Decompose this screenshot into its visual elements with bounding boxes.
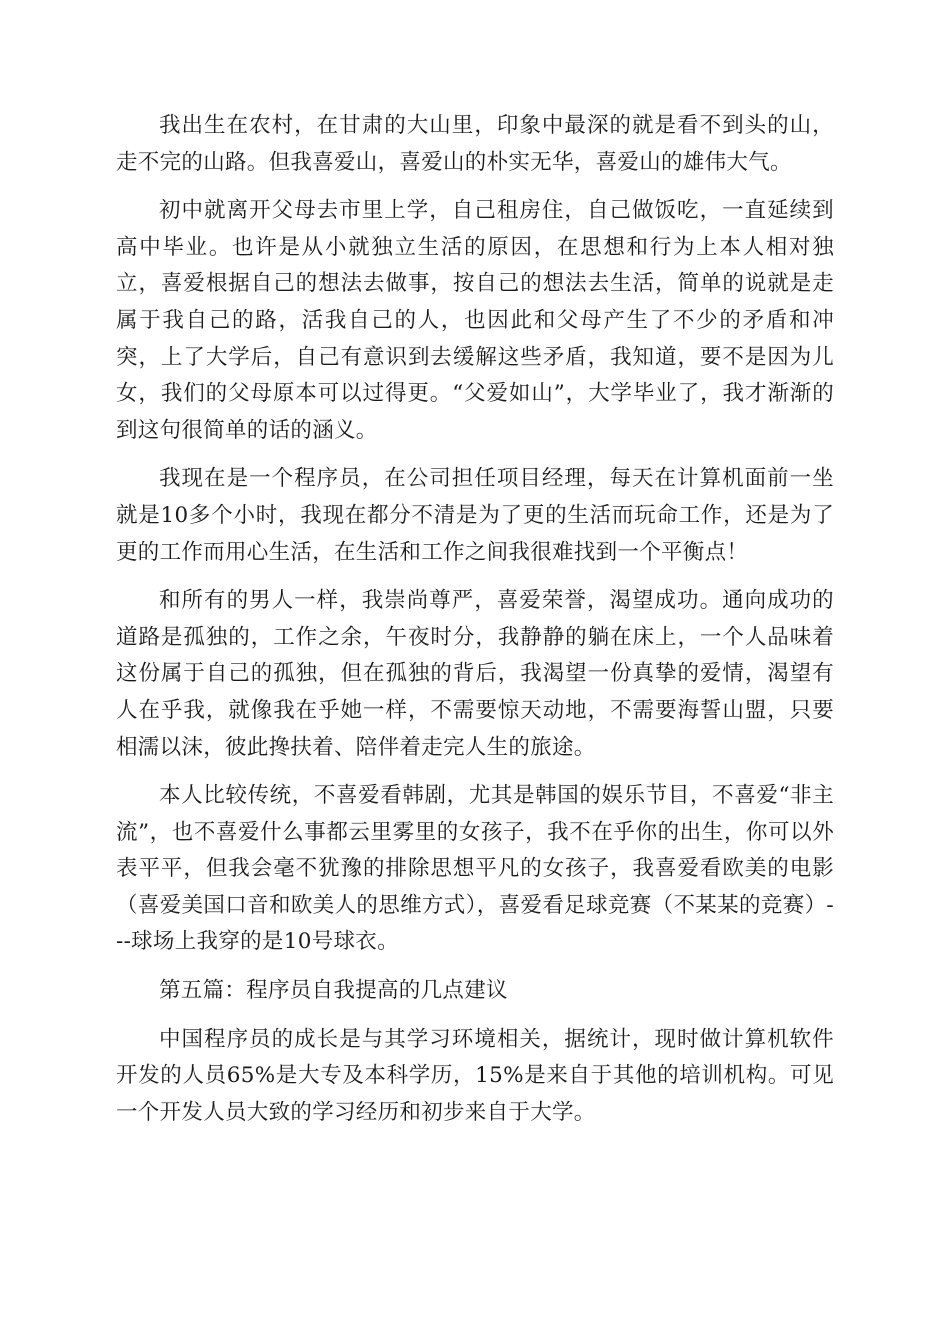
paragraph-solitude-love: 和所有的男人一样，我崇尚尊严，喜爱荣誉，渴望成功。通向成功的道路是孤独的，工作之余，午夜时分，我静静的躺在床上，一个人品味着这份属于自己的孤独，但在孤独的背后，我渴望一份真挚的爱情，渴望有人在乎我，就像我在乎她一样，不需要惊天动地，不需要海誓山盟，只要相濡以沫，彼此搀扶着、陪伴着走完人生的旅途。 bbox=[116, 588, 834, 760]
paragraph-programmer-job: 我现在是一个程序员，在公司担任项目经理，每天在计算机面前一坐就是10多个小时，我现在都分不清是为了更的生活而玩命工作，还是为了更的工作而用心生活，在生活和工作之间我很难找到一个平衡点！ bbox=[116, 466, 834, 565]
paragraph-preferences: 本人比较传统，不喜爱看韩剧，尤其是韩国的娱乐节目，不喜爱“非主流”，也不喜爱什么事都云里雾里的女孩子，我不在乎你的出生，你可以外表平平，但我会毫不犹豫的排除思想平凡的女孩子，我喜爱看欧美的电影（喜爱美国口音和欧美人的思维方式），喜爱看足球竞赛（不某某的竞赛）---球场上我穿的是10号球衣。 bbox=[116, 783, 834, 955]
document-page bbox=[116, 108, 834, 1131]
paragraph-independence: 初中就离开父母去市里上学，自己租房住，自己做饭吃，一直延续到高中毕业。也许是从小就独立生活的原因，在思想和行为上本人相对独立，喜爱根据自己的想法去做事，按自己的想法去生活，简单的说就是走属于我自己的路，活我自己的人，也因此和父母产生了不少的矛盾和冲突，上了大学后，自己有意识到去缓解这些矛盾，我知道，要不是因为儿女，我们的父母原本可以过得更。“父爱如山”，大学毕业了，我才渐渐的到这句很简单的话的涵义。 bbox=[116, 198, 834, 443]
section-heading: 第五篇：程序员自我提高的几点建议 bbox=[159, 978, 508, 1004]
paragraph-education-stats: 中国程序员的成长是与其学习环境相关，据统计，现时做计算机软件开发的人员65%是大专及本科学历，15%是来自于其他的培训机构。可见一个开发人员大致的学习经历和初步来自于大学。 bbox=[116, 1026, 834, 1125]
paragraph-birthplace: 我出生在农村，在甘肃的大山里，印象中最深的就是看不到头的山，走不完的山路。但我喜爱山，喜爱山的朴实无华，喜爱山的雄伟大气。 bbox=[116, 113, 834, 175]
